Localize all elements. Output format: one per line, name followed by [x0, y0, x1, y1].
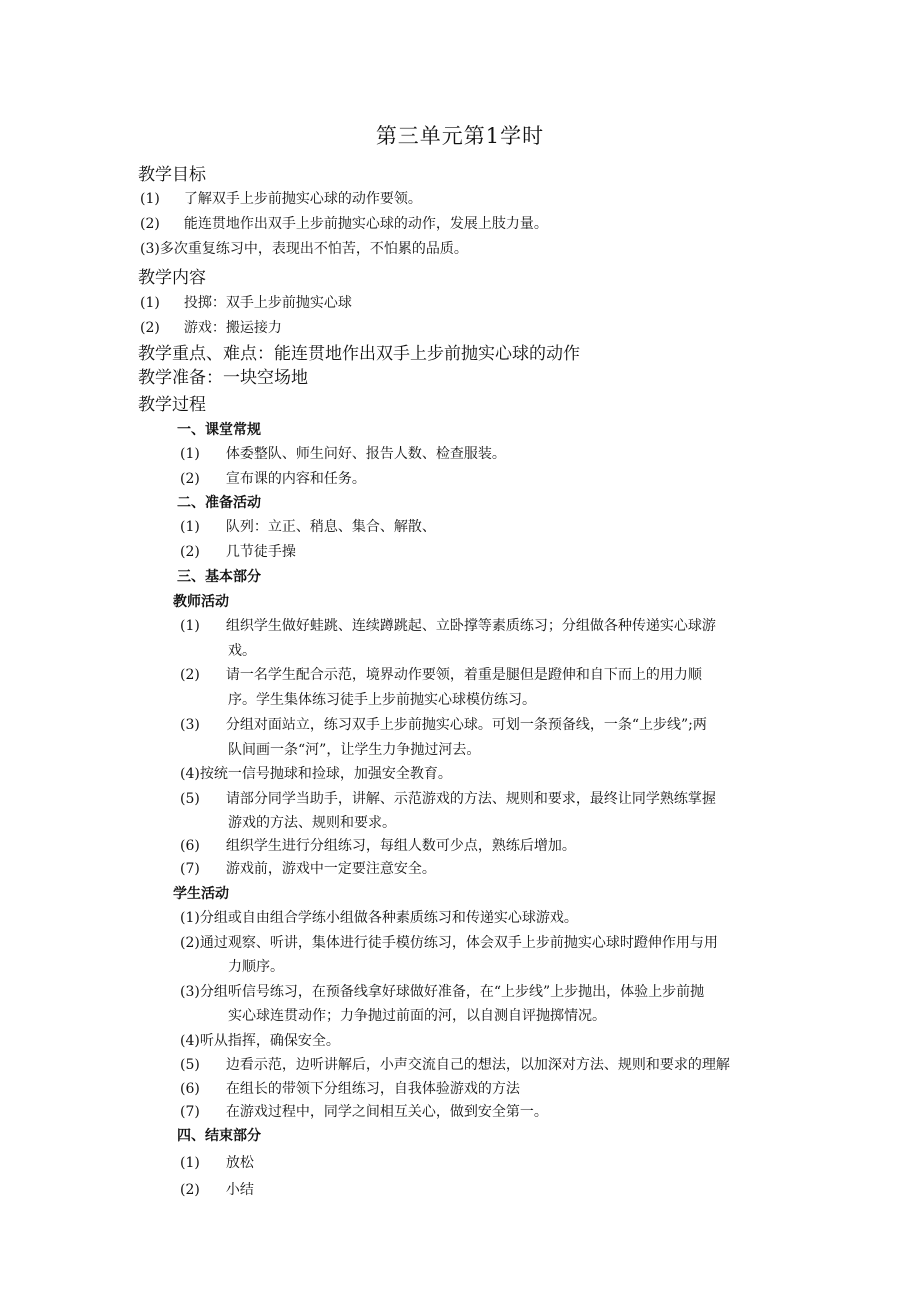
keypoints: 教学重点、难点：能连贯地作出双手上步前抛实心球的动作	[138, 344, 580, 364]
student-item-2: (2)通过观察、听讲，集体进行徒手模仿练习，体会双手上步前抛实心球时蹬伸作用与用	[180, 935, 718, 951]
teacher-item-3-cont: 队间画一条“河”，让学生力争抛过河去。	[228, 742, 481, 758]
section-1-heading: 一、课堂常规	[177, 422, 261, 438]
teacher-item-5-cont: 游戏的方法、规则和要求。	[228, 815, 396, 831]
s1-item-1: (1) 体委整队、师生问好、报告人数、检查服装。	[180, 446, 506, 462]
goal-item-1: (1) 了解双手上步前抛实心球的动作要领。	[140, 191, 422, 207]
student-item-4: (4)听从指挥，确保安全。	[180, 1033, 340, 1049]
teacher-activity-heading: 教师活动	[173, 594, 229, 610]
content-item-2: (2) 游戏：搬运接力	[140, 320, 282, 336]
section-4-heading: 四、结束部分	[177, 1128, 261, 1144]
content-item-1: (1) 投掷：双手上步前抛实心球	[140, 295, 352, 311]
teacher-item-2: (2) 请一名学生配合示范，境界动作要领，着重是腿但是蹬伸和自下而上的用力顺	[180, 667, 702, 683]
student-item-3: (3)分组听信号练习，在预备线拿好球做好准备，在“上步线”上步抛出，体验上步前抛	[180, 984, 705, 1000]
student-item-5: (5) 边看示范，边听讲解后，小声交流自己的想法，以加深对方法、规则和要求的理解	[180, 1057, 730, 1073]
teacher-item-5: (5) 请部分同学当助手，讲解、示范游戏的方法、规则和要求，最终让同学熟练掌握	[180, 791, 716, 807]
goal-item-3: (3)多次重复练习中，表现出不怕苦，不怕累的品质。	[140, 241, 468, 257]
content-heading: 教学内容	[138, 268, 206, 288]
teacher-item-2-cont: 序。学生集体练习徒手上步前抛实心球模仿练习。	[228, 692, 536, 708]
teacher-item-1: (1) 组织学生做好蛙跳、连续蹲跳起、立卧撑等素质练习；分组做各种传递实心球游	[180, 618, 716, 634]
teacher-item-1-cont: 戏。	[228, 643, 256, 659]
s4-item-2: (2) 小结	[180, 1182, 254, 1198]
student-item-3-cont: 实心球连贯动作；力争抛过前面的河，以自测自评抛掷情况。	[228, 1008, 606, 1024]
student-activity-heading: 学生活动	[173, 886, 229, 902]
student-item-6: (6) 在组长的带领下分组练习，自我体验游戏的方法	[180, 1081, 520, 1097]
student-item-2-cont: 力顺序。	[228, 959, 284, 975]
goals-heading: 教学目标	[138, 165, 206, 185]
s1-item-2: (2) 宣布课的内容和任务。	[180, 471, 366, 487]
student-item-7: (7) 在游戏过程中，同学之间相互关心，做到安全第一。	[180, 1104, 548, 1120]
s2-item-2: (2) 几节徒手操	[180, 544, 296, 560]
teacher-item-4: (4)按统一信号抛球和捡球，加强安全教育。	[180, 766, 452, 782]
s2-item-1: (1) 队列：立正、稍息、集合、解散、	[180, 519, 436, 535]
goal-item-2: (2) 能连贯地作出双手上步前抛实心球的动作，发展上肢力量。	[140, 216, 548, 232]
page-title: 第三单元第1学时	[375, 124, 545, 148]
process-heading: 教学过程	[138, 395, 206, 415]
preparation: 教学准备：一块空场地	[138, 368, 308, 388]
student-item-1: (1)分组或自由组合学练小组做各种素质练习和传递实心球游戏。	[180, 910, 578, 926]
section-2-heading: 二、准备活动	[177, 495, 261, 511]
teacher-item-7: (7) 游戏前，游戏中一定要注意安全。	[180, 861, 436, 877]
teacher-item-6: (6) 组织学生进行分组练习，每组人数可少点，熟练后增加。	[180, 838, 576, 854]
teacher-item-3: (3) 分组对面站立，练习双手上步前抛实心球。可划一条预备线，一条“上步线”;两	[180, 717, 707, 733]
section-3-heading: 三、基本部分	[177, 569, 261, 585]
s4-item-1: (1) 放松	[180, 1155, 254, 1171]
